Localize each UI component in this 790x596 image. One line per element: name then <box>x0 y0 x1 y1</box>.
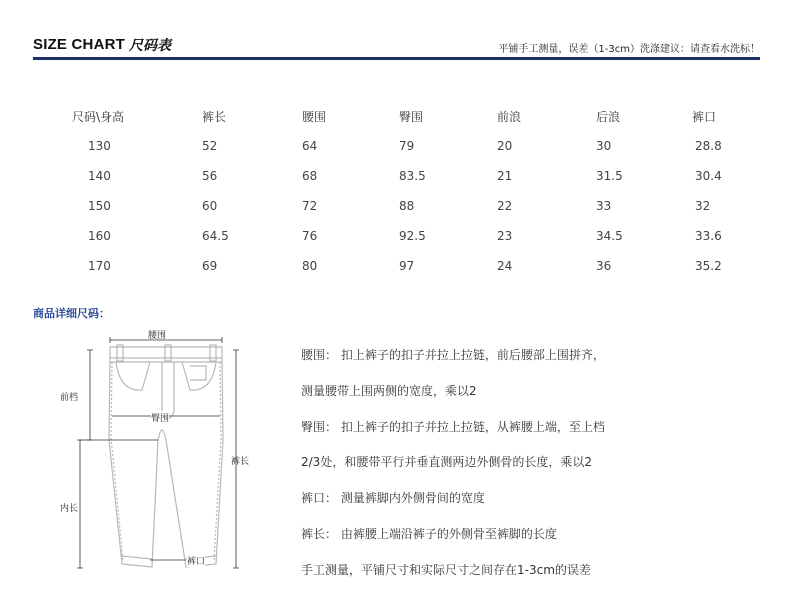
label-length: 裤长 <box>231 457 250 467</box>
instruction-line: 臀围： 扣上裤子的扣子并拉上拉链，从裤腰上端，至上档 <box>301 420 605 434</box>
table-cell: 130 <box>88 139 111 153</box>
instruction-line: 测量腰带上围两侧的宽度，乘以2 <box>301 384 477 398</box>
table-cell: 160 <box>88 229 111 243</box>
table-cell: 68 <box>302 169 318 183</box>
label-leg-opening: 裤口 <box>187 554 205 567</box>
label-hip: 臀围 <box>151 411 169 424</box>
table-cell: 30 <box>596 139 612 153</box>
table-cell: 60 <box>202 199 218 213</box>
table-cell: 34.5 <box>596 229 623 243</box>
table-cell: 30.4 <box>695 169 722 183</box>
label-front-rise: 前档 <box>60 393 79 403</box>
table-cell: 83.5 <box>399 169 426 183</box>
table-header-cell: 后浪 <box>596 110 621 124</box>
table-cell: 23 <box>497 229 513 243</box>
table-cell: 52 <box>202 139 218 153</box>
measurement-note: 平铺手工测量，误差（1-3cm）洗涤建议：请查看水洗标！ <box>498 44 760 55</box>
table-cell: 24 <box>497 259 513 273</box>
table-cell: 33.6 <box>695 229 722 243</box>
table-header-cell: 腰围 <box>302 110 327 124</box>
table-header-cell: 裤口 <box>692 110 717 124</box>
table-cell: 79 <box>399 139 415 153</box>
pants-outline <box>50 320 290 592</box>
header-rule <box>33 57 760 60</box>
table-cell: 56 <box>202 169 218 183</box>
table-cell: 64 <box>302 139 318 153</box>
table-header-cell: 前浪 <box>497 110 522 124</box>
title-en: SIZE CHART <box>33 36 125 53</box>
instruction-line: 裤长： 由裤腰上端沿裤子的外侧骨至裤脚的长度 <box>301 527 557 541</box>
table-cell: 69 <box>202 259 218 273</box>
table-cell: 33 <box>596 199 612 213</box>
table-header-cell: 臀围 <box>399 110 424 124</box>
instruction-line: 2/3处，和腰带平行并垂直测两边外侧骨的长度，乘以2 <box>301 455 592 469</box>
table-cell: 97 <box>399 259 415 273</box>
table-header-cell: 尺码\身高 <box>72 110 125 124</box>
table-cell: 21 <box>497 169 513 183</box>
table-cell: 170 <box>88 259 111 273</box>
table-cell: 36 <box>596 259 612 273</box>
table-cell: 22 <box>497 199 513 213</box>
table-cell: 88 <box>399 199 415 213</box>
instruction-line: 腰围： 扣上裤子的扣子并拉上拉链，前后腰部上围拼齐， <box>301 348 605 362</box>
table-cell: 20 <box>497 139 513 153</box>
label-waist: 腰围 <box>148 331 167 341</box>
instruction-line: 裤口： 测量裤脚内外侧骨间的宽度 <box>301 491 485 505</box>
table-cell: 92.5 <box>399 229 426 243</box>
table-cell: 80 <box>302 259 318 273</box>
label-inseam: 内长 <box>60 504 79 514</box>
table-cell: 32 <box>695 199 711 213</box>
title-cn: 尺码表 <box>129 38 171 54</box>
header <box>33 34 760 58</box>
table-cell: 150 <box>88 199 111 213</box>
table-cell: 64.5 <box>202 229 229 243</box>
pants-diagram <box>50 320 290 592</box>
table-cell: 28.8 <box>695 139 722 153</box>
table-cell: 31.5 <box>596 169 623 183</box>
table-header-cell: 裤长 <box>202 110 227 124</box>
table-cell: 72 <box>302 199 318 213</box>
table-cell: 140 <box>88 169 111 183</box>
instruction-line: 手工测量，平铺尺寸和实际尺寸之间存在1-3cm的误差 <box>301 563 591 577</box>
table-cell: 76 <box>302 229 318 243</box>
section-title: 商品详细尺码： <box>33 307 110 320</box>
table-cell: 35.2 <box>695 259 722 273</box>
